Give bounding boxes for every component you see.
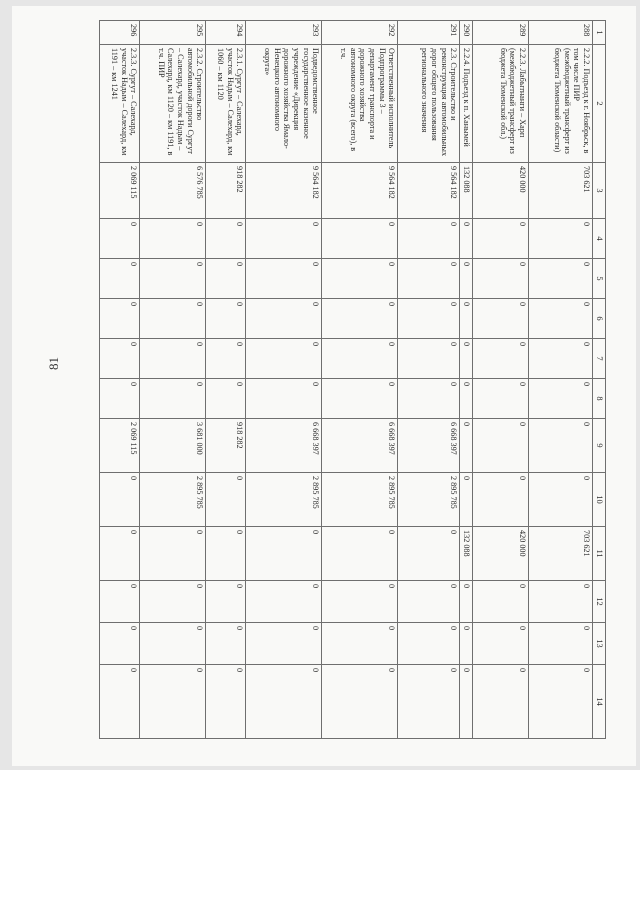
item-name: 2.3. Строительство и реконструкция автомобильных дорог общего пользования регионального значения	[398, 45, 460, 163]
cell-value: 0	[246, 623, 322, 665]
cell-value: 9 564 182	[246, 163, 322, 219]
cell-value: 0	[206, 379, 246, 419]
cell-value: 0	[206, 623, 246, 665]
cell-value: 2 069 115	[100, 163, 140, 219]
col-header: 5	[593, 259, 606, 299]
cell-value: 0	[246, 219, 322, 259]
header-row	[593, 21, 606, 739]
col-header: 3	[593, 163, 606, 219]
cell-value: 0	[529, 623, 593, 665]
cell-value: 2 895 785	[322, 473, 398, 527]
cell-value: 0	[398, 665, 460, 739]
cell-value: 2 895 785	[140, 473, 206, 527]
cell-value: 0	[529, 219, 593, 259]
cell-value: 2 895 785	[246, 473, 322, 527]
cell-value: 0	[322, 339, 398, 379]
cell-value: 0	[460, 473, 473, 527]
cell-value: 0	[322, 379, 398, 419]
cell-value: 0	[206, 473, 246, 527]
cell-value: 6 668 397	[246, 419, 322, 473]
cell-value: 132 088	[460, 527, 473, 581]
row-number: 294	[206, 21, 246, 45]
item-name: 2.3.1. Сургут – Салехард, участок Надым – Салехард, км 1060 – км 1120	[206, 45, 246, 163]
cell-value: 0	[206, 219, 246, 259]
cell-value: 0	[322, 665, 398, 739]
rotated-table-wrapper	[81, 20, 606, 738]
cell-value: 0	[140, 665, 206, 739]
cell-value: 918 282	[206, 163, 246, 219]
cell-value: 0	[140, 299, 206, 339]
cell-value: 0	[398, 379, 460, 419]
cell-value: 0	[246, 379, 322, 419]
cell-value: 0	[100, 665, 140, 739]
table-row	[140, 21, 206, 739]
cell-value: 0	[473, 219, 529, 259]
row-number: 292	[322, 21, 398, 45]
item-name: 2.3.2. Строительство автомобильной дороги Сургут – Салехард, участок Надым – Салехард, км 1120 – км 1191, в т.ч. ПИР	[140, 45, 206, 163]
cell-value: 0	[473, 665, 529, 739]
cell-value: 420 000	[473, 527, 529, 581]
cell-value: 0	[206, 299, 246, 339]
cell-value: 0	[473, 581, 529, 623]
cell-value: 0	[398, 299, 460, 339]
cell-value: 0	[246, 665, 322, 739]
item-name: 2.2.4. Подъезд к п. Ханымей	[460, 45, 473, 163]
cell-value: 0	[529, 473, 593, 527]
cell-value: 0	[460, 419, 473, 473]
table-row	[398, 21, 460, 739]
col-header: 12	[593, 581, 606, 623]
cell-value: 0	[100, 219, 140, 259]
page-number: 81	[46, 357, 61, 370]
cell-value: 0	[206, 581, 246, 623]
cell-value: 0	[460, 379, 473, 419]
col-header: 4	[593, 219, 606, 259]
item-name: 2.2.2. Подъезд к г. Ноябрьск, в том числе ПИР (межбюджетный трансферт из бюджета Тюменской области)	[529, 45, 593, 163]
cell-value: 0	[206, 527, 246, 581]
budget-table	[99, 20, 606, 739]
cell-value: 0	[322, 219, 398, 259]
col-header: 7	[593, 339, 606, 379]
cell-value: 0	[140, 339, 206, 379]
table-row	[529, 21, 593, 739]
item-name: 2.3.3. Сургут – Салехард, участок Надым – Салехард, км 1191 – км 1241	[100, 45, 140, 163]
cell-value: 0	[140, 527, 206, 581]
cell-value: 132 088	[460, 163, 473, 219]
col-header: 8	[593, 379, 606, 419]
cell-value: 0	[460, 219, 473, 259]
cell-value: 9 564 182	[398, 163, 460, 219]
cell-value: 2 895 785	[398, 473, 460, 527]
table-row	[473, 21, 529, 739]
table-row	[100, 21, 140, 739]
cell-value: 0	[100, 527, 140, 581]
table-row	[460, 21, 473, 739]
cell-value: 703 621	[529, 527, 593, 581]
col-header: 2	[593, 45, 606, 163]
cell-value: 703 621	[529, 163, 593, 219]
cell-value: 0	[473, 299, 529, 339]
table-body	[100, 21, 593, 739]
cell-value: 0	[529, 581, 593, 623]
table-row	[322, 21, 398, 739]
cell-value: 0	[398, 219, 460, 259]
col-header: 11	[593, 527, 606, 581]
table-row	[246, 21, 322, 739]
cell-value: 0	[140, 219, 206, 259]
cell-value: 0	[140, 259, 206, 299]
cell-value: 0	[322, 581, 398, 623]
cell-value: 918 282	[206, 419, 246, 473]
cell-value: 0	[398, 581, 460, 623]
row-number: 289	[473, 21, 529, 45]
cell-value: 0	[473, 339, 529, 379]
cell-value: 0	[100, 299, 140, 339]
cell-value: 0	[246, 581, 322, 623]
cell-value: 0	[100, 473, 140, 527]
cell-value: 0	[473, 623, 529, 665]
cell-value: 0	[206, 665, 246, 739]
cell-value: 0	[398, 623, 460, 665]
cell-value: 0	[460, 665, 473, 739]
cell-value: 0	[206, 339, 246, 379]
cell-value: 0	[246, 339, 322, 379]
cell-value: 0	[460, 259, 473, 299]
row-number: 291	[398, 21, 460, 45]
cell-value: 0	[398, 339, 460, 379]
cell-value: 3 681 000	[140, 419, 206, 473]
cell-value: 0	[100, 339, 140, 379]
cell-value: 9 564 182	[322, 163, 398, 219]
cell-value: 6 668 397	[398, 419, 460, 473]
cell-value: 0	[529, 339, 593, 379]
cell-value: 0	[529, 419, 593, 473]
cell-value: 0	[246, 299, 322, 339]
col-header: 1	[593, 21, 606, 45]
cell-value: 0	[322, 299, 398, 339]
cell-value: 0	[140, 623, 206, 665]
cell-value: 0	[140, 581, 206, 623]
table-row	[206, 21, 246, 739]
cell-value: 0	[398, 259, 460, 299]
cell-value: 0	[100, 259, 140, 299]
col-header: 6	[593, 299, 606, 339]
cell-value: 2 069 115	[100, 419, 140, 473]
row-number: 290	[460, 21, 473, 45]
row-number: 293	[246, 21, 322, 45]
item-name: 2.2.3. Лабытнанги – Харп (межбюджетный трансферт из бюджета Тюменской обл.)	[473, 45, 529, 163]
bottom-margin	[0, 770, 640, 905]
cell-value: 0	[473, 379, 529, 419]
cell-value: 0	[100, 623, 140, 665]
cell-value: 0	[322, 259, 398, 299]
cell-value: 0	[460, 581, 473, 623]
col-header: 13	[593, 623, 606, 665]
cell-value: 0	[140, 379, 206, 419]
cell-value: 0	[529, 379, 593, 419]
cell-value: 0	[460, 339, 473, 379]
item-name: Ответственный исполнитель Подпрограммы 3 – департамент транспорта и дорожного хозяйства автономного округа (всего), в т.ч.	[322, 45, 398, 163]
cell-value: 0	[322, 527, 398, 581]
cell-value: 0	[206, 259, 246, 299]
cell-value: 6 668 397	[322, 419, 398, 473]
row-number: 295	[140, 21, 206, 45]
cell-value: 0	[322, 623, 398, 665]
cell-value: 0	[473, 419, 529, 473]
cell-value: 0	[246, 259, 322, 299]
cell-value: 6 576 785	[140, 163, 206, 219]
cell-value: 0	[246, 527, 322, 581]
col-header: 9	[593, 419, 606, 473]
cell-value: 0	[460, 299, 473, 339]
col-header: 14	[593, 665, 606, 739]
cell-value: 0	[398, 527, 460, 581]
cell-value: 0	[100, 581, 140, 623]
cell-value: 0	[473, 473, 529, 527]
col-header: 10	[593, 473, 606, 527]
cell-value: 0	[473, 259, 529, 299]
item-name: Подведомственное государственное казенное учреждение «Дирекция дорожного хозяйства Ямало-Ненецкого автономного округа»	[246, 45, 322, 163]
cell-value: 0	[460, 623, 473, 665]
row-number: 296	[100, 21, 140, 45]
cell-value: 420 000	[473, 163, 529, 219]
row-number: 288	[529, 21, 593, 45]
cell-value: 0	[529, 299, 593, 339]
cell-value: 0	[100, 379, 140, 419]
cell-value: 0	[529, 665, 593, 739]
cell-value: 0	[529, 259, 593, 299]
